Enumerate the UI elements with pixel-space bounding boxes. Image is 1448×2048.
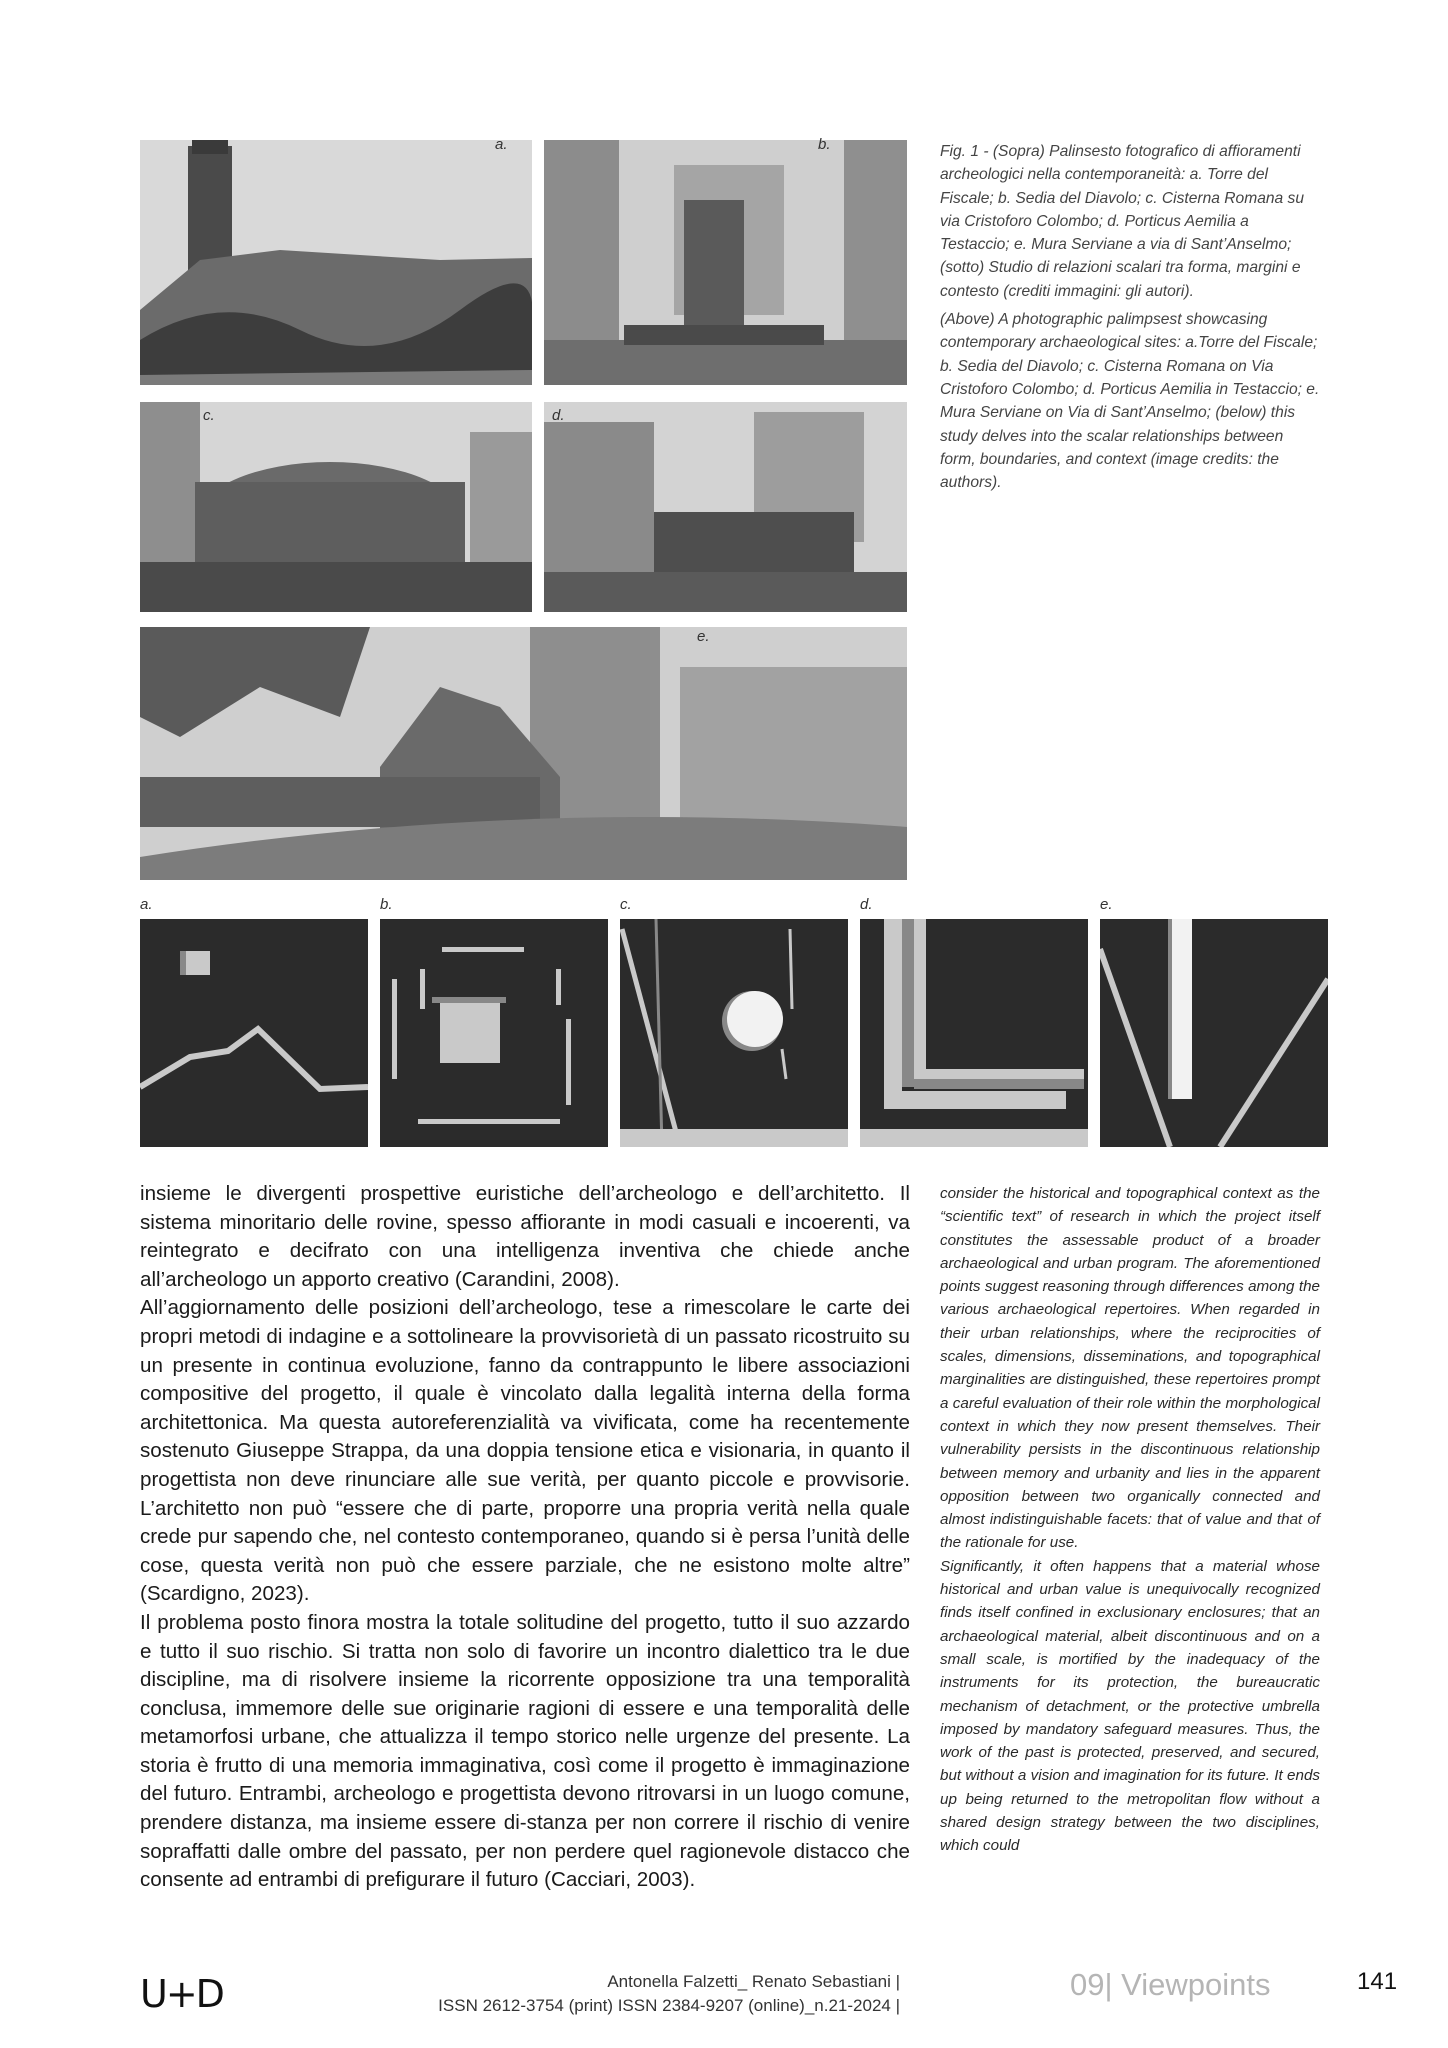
diagram-c [620,919,848,1147]
side-text-english [940,1182,1320,1858]
photo-b-sedia-del-diavolo [544,140,907,385]
diagram-label-d: d. [860,896,873,913]
photo-e-mura-serviane [140,627,907,880]
photo-label-e: e. [697,628,710,645]
main-paragraph-2: All’aggiornamento delle posizioni dell’archeologo, tese a rimescolare le carte dei propri metodi di indagine e a sottolineare la provvisorietà di un passato ricostruito su un presente in continua evoluzione, fanno da contrappunto le libere associazioni compositive del progetto, il quale è vincolato dalla legalità interna della forma architettonica. Ma questa autoreferenzialità va vivificata, come ha recentemente sostenuto Giuseppe Strappa, da una doppia tensione etica e visionaria, in quanto il progettista non deve rinunciare alle sue verità, per quanto piccole e provvisorie. L’architetto non può “essere che di parte, proporre una propria verità nella quale crede pur sapendo che, nel contesto contemporaneo, quando si è persa l’unità delle cose, questa verità non può che essere parziale, che ne esistono molte altre” (Scardigno, 2023). [140,1296,910,1606]
photo-label-d: d. [552,407,565,424]
photo-a-torre-del-fiscale [140,140,532,385]
photo-label-a: a. [495,136,508,153]
main-paragraph-1: insieme le divergenti prospettive euristiche dell’archeologo e dell’architetto. Il sistema minoritario delle rovine, spesso affiorante in modi casuali e incoerenti, va reintegrato e decifrato con una intelligenza inventiva che chiede anche all’archeologo un apporto creativo (Carandini, 2008). [140,1182,910,1291]
photo-label-c: c. [203,407,215,424]
diagram-label-e: e. [1100,896,1113,913]
main-text-italian [140,1180,910,1895]
photo-c-cisterna-romana [140,402,532,612]
diagram-label-a: a. [140,896,153,913]
side-paragraph-2: Significantly, it often happens that a material whose historical and urban value is unequivocally recognized finds itself confined in exclusionary enclosures; that an archaeological material, albeit discontinuous and on a small scale, is mortified by the inadequacy of the instruments for its protection, the bureaucratic mechanism of detachment, or the protective umbrella imposed by mandatory safeguard measures. Thus, the work of the past is protected, preserved, and secured, but without a vision and imagination for its future. It ends up being returned to the metropolitan flow without a shared design strategy between the two disciplines, which could [940,1557,1320,1855]
caption-english: (Above) A photographic palimpsest showcasing contemporary archaeological sites: a.Torre del Fiscale; b. Sedia del Diavolo; c. Cisterna Romana on Via Cristoforo Colombo; d. Porticus Aemilia in Testaccio; e. Mura Serviane on Via di Sant’Anselmo; (below) this study delves into the scalar relationships between form, boundaries, and context (image credits: the authors). [940,311,1320,492]
footer-authors: Antonella Falzetti_ Renato Sebastiani | [607,1972,900,1991]
figure-caption [940,140,1320,499]
diagram-e [1100,919,1328,1147]
diagram-label-b: b. [380,896,393,913]
diagram-d [860,919,1088,1147]
diagram-a [140,919,368,1147]
main-paragraph-3: Il problema posto finora mostra la totale solitudine del progetto, tutto il suo azzardo e tutto il suo rischio. Si tratta non solo di favorire un incontro dialettico tra le due discipline, ma di risolvere insieme la ricorrente opposizione tra una temporalità conclusa, immemore delle sue originarie ragioni di essere e una temporalità delle metamorfosi urbane, che attualizza il tempo storico nelle urgenze del presente. La storia è frutto di una memoria immaginativa, così come il progetto è immaginazione del futuro. Entrambi, archeologo e progettista devono ritrovarsi in un luogo comune, prendere distanza, ma insieme essere di-stanza per non correre il rischio di venire sopraffatti dalle ombre del passato, per non perdere quel ragionevole distacco che consente ad entrambi di prefigurare il futuro (Cacciari, 2003). [140,1610,910,1892]
diagram-b [380,919,608,1147]
side-paragraph-1: consider the historical and topographical context as the “scientific text” of research in which the project itself constitutes the assessable product of a broader archaeological and urban program. The aforementioned points suggest reasoning through differences among the various archaeological repertoires. When regarded in their urban relationships, where the reciprocities of scales, dimensions, disseminations, and topographical marginalities are distinguished, these repertoires prompt a careful evaluation of their role within the morphological context in which they now present themselves. Their vulnerability persists in the discontinuous relationship between memory and urbanity and lies in the apparent opposition between two organically connected and almost indistinguishable facets: that of value and that of the rationale for use. [940,1185,1320,1552]
section-title: 09| Viewpoints [1070,1967,1271,2002]
footer-authors-block [420,1970,900,2018]
photo-d-porticus-aemilia [544,402,907,612]
photo-label-b: b. [818,136,831,153]
caption-italian: Fig. 1 - (Sopra) Palinsesto fotografico di affioramenti archeologici nella contemporaneità: a. Torre del Fiscale; b. Sedia del Diavolo; c. Cisterna Romana su via Cristoforo Colombo; d. Porticus Aemilia a Testaccio; e. Mura Serviane a via di Sant’Anselmo; (sotto) Studio di relazioni scalari tra forma, margini e contesto (crediti immagini: gli autori). [940,143,1305,300]
page-number: 141 [1357,1968,1398,1995]
journal-logo: U+D [140,1972,223,2016]
diagram-label-c: c. [620,896,632,913]
footer-issn: ISSN 2612-3754 (print) ISSN 2384-9207 (online)_n.21-2024 | [438,1996,900,2015]
